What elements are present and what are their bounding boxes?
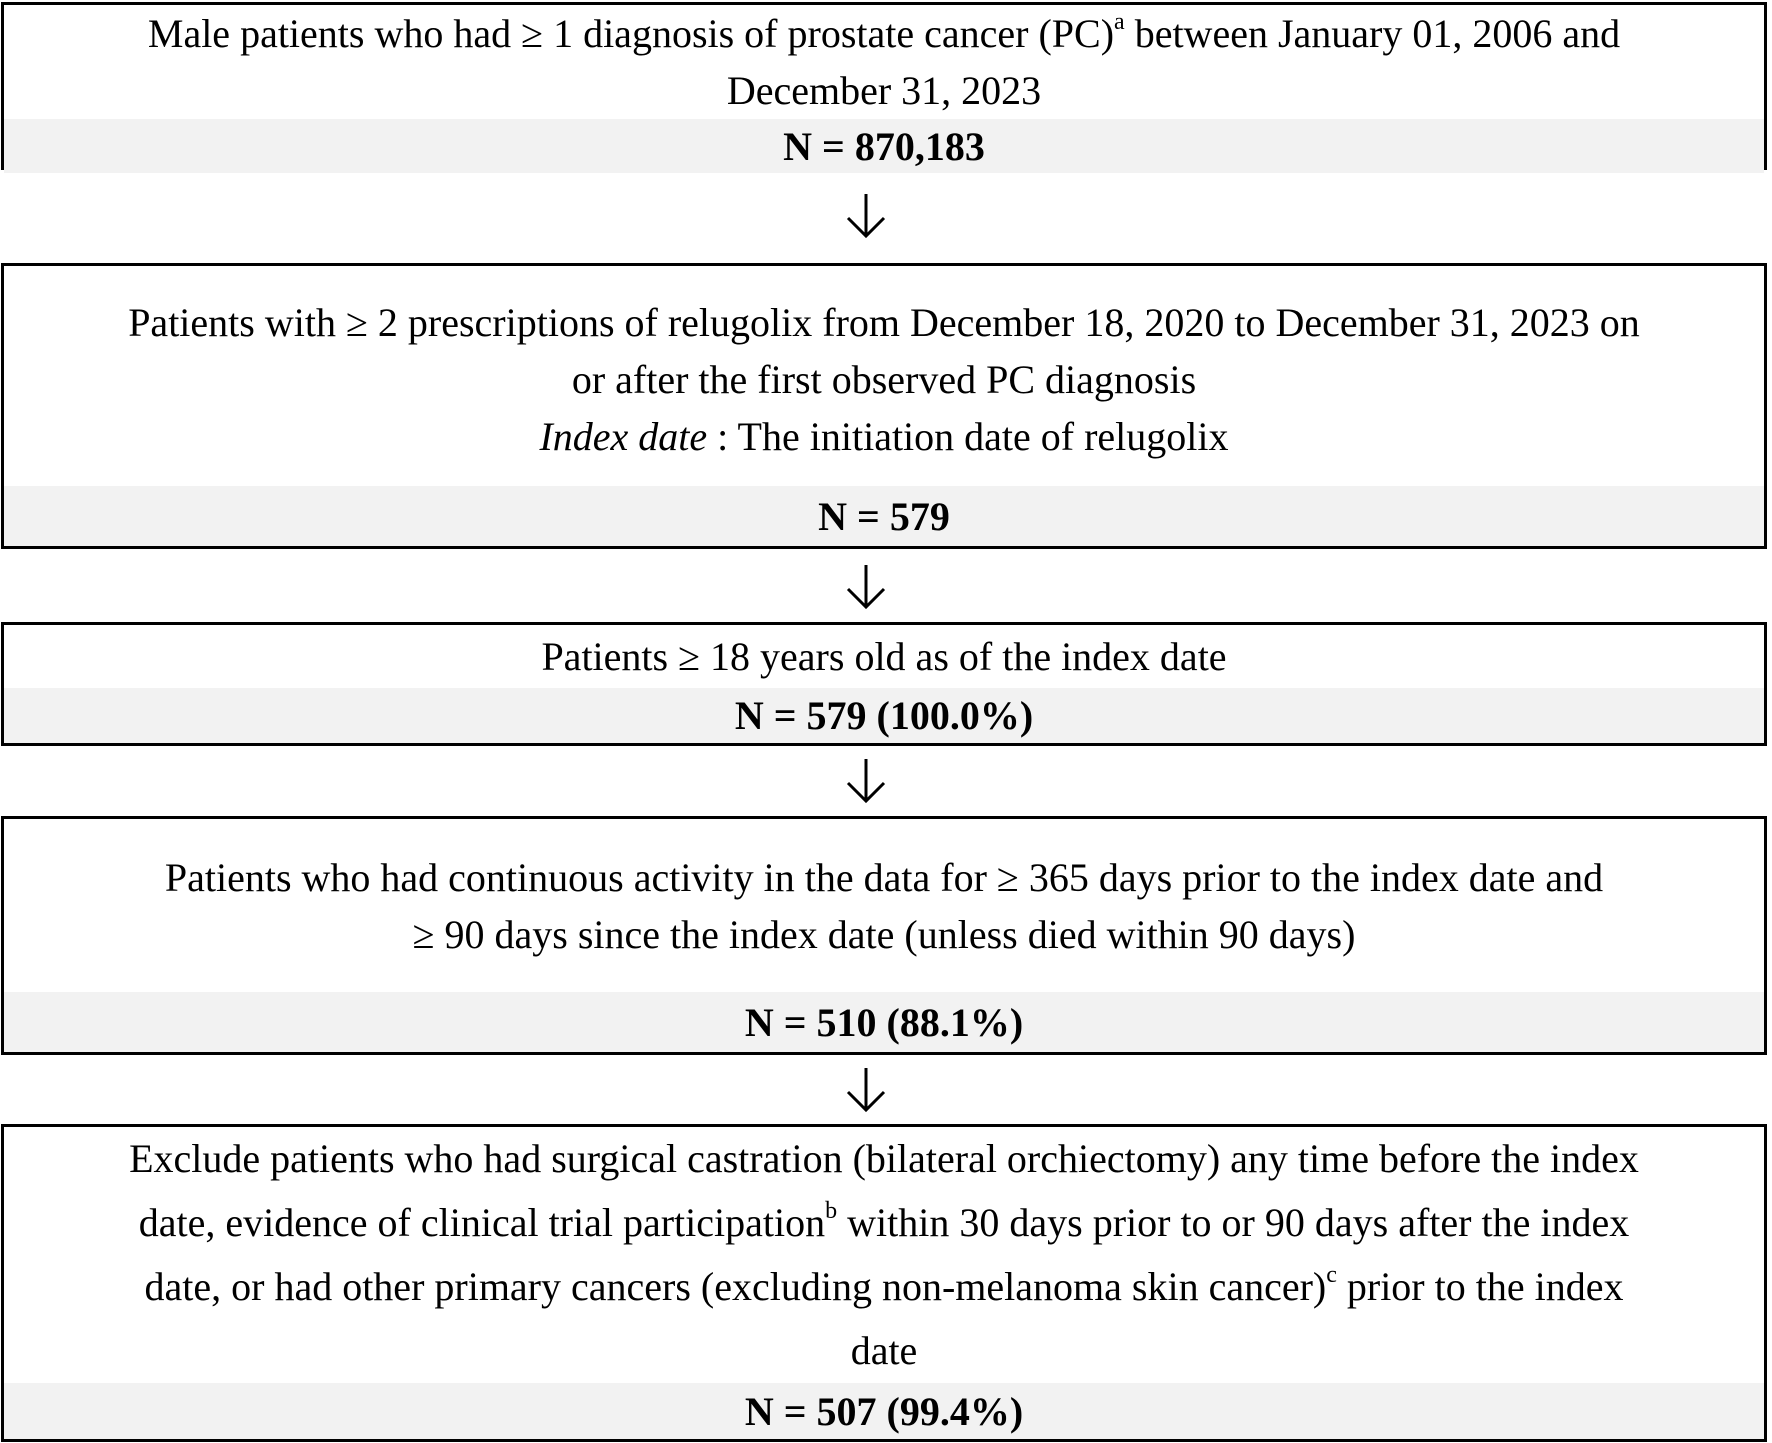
step-2-line-1: Patients with ≥ 2 prescriptions of relugolix from December 18, 2020 to December 31, 2023 on bbox=[128, 299, 1640, 345]
step-5-line-3-text-cont: prior to the index bbox=[1336, 1264, 1624, 1309]
step-1-description bbox=[4, 5, 1764, 119]
step-5-line-1: Exclude patients who had surgical castration (bilateral orchiectomy) any time before the index bbox=[129, 1136, 1639, 1181]
step-1-line-1-text-cont: between January 01, 2006 and bbox=[1124, 11, 1621, 56]
step-4-line-1: Patients who had continuous activity in the data for ≥ 365 days prior to the index date and bbox=[164, 854, 1604, 900]
step-5-line-2 bbox=[139, 1191, 1629, 1255]
step-4-count: N = 510 (88.1%) bbox=[4, 992, 1764, 1052]
flow-step-1 bbox=[1, 2, 1767, 170]
step-3-description bbox=[4, 625, 1764, 688]
down-arrow-icon bbox=[836, 1066, 896, 1114]
step-4-line-2: ≥ 90 days since the index date (unless died within 90 days) bbox=[412, 911, 1356, 957]
flow-step-2 bbox=[1, 263, 1767, 549]
step-2-count: N = 579 bbox=[4, 486, 1764, 546]
step-4-description bbox=[4, 819, 1764, 992]
flow-step-4 bbox=[1, 816, 1767, 1055]
down-arrow-icon bbox=[836, 563, 896, 611]
flow-step-3 bbox=[1, 622, 1767, 746]
step-3-line-1: Patients ≥ 18 years old as of the index date bbox=[541, 634, 1227, 679]
step-5-line-3 bbox=[145, 1255, 1624, 1319]
step-5-line-4: date bbox=[850, 1328, 918, 1373]
step-1-line-1 bbox=[148, 5, 1620, 62]
step-5-description bbox=[4, 1127, 1764, 1383]
footnote-c: c bbox=[1326, 1262, 1337, 1288]
step-5-count: N = 507 (99.4%) bbox=[4, 1383, 1764, 1439]
index-date-label: Index date bbox=[539, 413, 708, 459]
index-date-definition: : The initiation date of relugolix bbox=[707, 413, 1229, 459]
step-3-count: N = 579 (100.0%) bbox=[4, 688, 1764, 743]
footnote-b: b bbox=[825, 1198, 838, 1224]
down-arrow-icon bbox=[836, 757, 896, 805]
step-5-line-3-text: date, or had other primary cancers (excluding non-melanoma skin cancer) bbox=[144, 1264, 1327, 1309]
flow-step-5 bbox=[1, 1124, 1767, 1442]
step-2-line-2: or after the first observed PC diagnosis bbox=[571, 356, 1197, 402]
step-5-line-2-text-cont: within 30 days prior to or 90 days after the index bbox=[837, 1200, 1630, 1245]
step-5-line-2-text: date, evidence of clinical trial participation bbox=[138, 1200, 826, 1245]
step-2-description bbox=[4, 266, 1764, 486]
footnote-a: a bbox=[1114, 9, 1125, 35]
step-1-line-2: December 31, 2023 bbox=[726, 68, 1042, 113]
step-1-line-1-text: Male patients who had ≥ 1 diagnosis of prostate cancer (PC) bbox=[147, 11, 1115, 56]
step-1-count: N = 870,183 bbox=[4, 119, 1764, 173]
down-arrow-icon bbox=[836, 192, 896, 240]
step-2-line-3 bbox=[539, 408, 1228, 465]
